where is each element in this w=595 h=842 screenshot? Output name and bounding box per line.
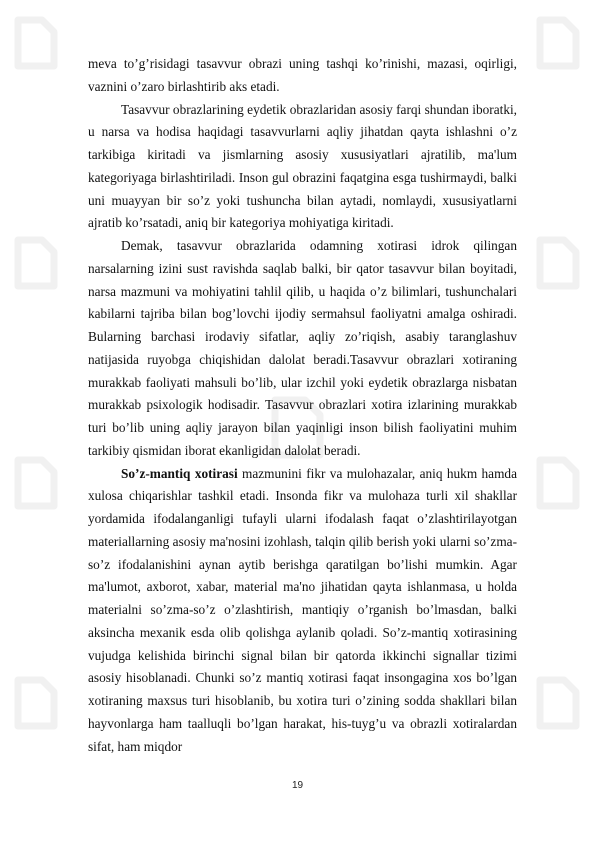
page-number: 19 bbox=[291, 780, 304, 791]
paragraph-4-bold-term: So’z-mantiq xotirasi bbox=[121, 465, 238, 481]
paragraph-4-text: mazmunini fikr va mulohazalar, aniq hukm hamda xulosa chiqarishlar tashkil etadi. Insonda fikr va mulohaza turli xil shakllar yordamida ifodalanganligi tufayli ularni ifodalash faqat o’zlashtirilayotgan materiallarning asosiy ma'nosini izohlash, talqin qilib berish yoki ularni so’zma-so’z ifodalanishini aynan aytib berishga qaratilgan bo’lishi mumkin. Agar ma'lumot, axborot, xabar, material ma'no jihatidan qayta ishlanmasa, u holda materialni so’zma-so’z o’zlashtirish, mantiqiy o’rganish bo’lmasdan, balki aksincha mexanik esda olib qolishga aylanib qoladi. So’z-mantiq xotirasining vujudga kelishida birinchi signal bilan bir qatorda ikkinchi signallar tizimi asosiy hisoblanadi. Chunki so’z mantiq xotirasi faqat insongagina xos bo’lgan xotiraning maxsus turi hisoblanib, bu xotira turi o’zining sodda shakllari bilan hayvonlarga ham taalluqli bo’lgan harakat, his-tuyg’u va obrazli xotiralardan sifat, ham miqdor bbox=[88, 465, 517, 754]
paragraph-4 bbox=[88, 463, 517, 759]
body-text bbox=[88, 53, 517, 758]
paragraph-2: Tasavvur obrazlarining eydetik obrazlaridan asosiy farqi shundan iboratki, u narsa va hodisa haqidagi tasavvurlarni aqliy jihatdan qayta ishlashni o’z tarkibiga kiritadi va jismlarning asosiy xususiyatlari ajratilib, ma'lum kategoriyaga birlashtiriladi. Inson gul obrazini faqatgina esga tushirmaydi, balki uni muayyan bir so’z yoki tushuncha bilan aytadi, nomlaydi, xususiyatlarni ajratib ko’rsatadi, aniq bir kategoriya mohiyatiga kiritadi. bbox=[88, 101, 517, 231]
paragraph-3: Demak, tasavvur obrazlarida odamning xotirasi idrok qilingan narsalarning izini sust ravishda saqlab balki, bir qator tasavvur bilan boyitadi, narsa mazmuni va mohiyatini tahlil qilib, u haqida o’z bilimlari, tushunchalari kabilarni tajriba bilan bog’lovchi ijodiy sermahsul faoliyatni amalga oshiradi. Bularning barchasi irodaviy sifatlar, aqliy zo’riqish, asabiy taranglashuv natijasida ruyobga chiqishidan dalolat beradi.Tasavvur obrazlari xotiraning murakkab faoliyati mahsuli bo’lib, ular izchil yoki eydetik obrazlarga nisbatan murakkab psixologik hodisadir. Tasavvur obrazlari xotira izlarining murakkab turi bo’lib uning aqliy jarayon bilan yaqinligi inson bilish faoliyatini muhim tarkibiy qismidan iborat ekanligidan dalolat beradi. bbox=[88, 238, 517, 458]
paragraph-1: meva to’g’risidagi tasavvur obrazi uning tashqi ko’rinishi, mazasi, oqirligi, vaznini o’zaro birlashtirib aks etadi. bbox=[88, 56, 517, 94]
